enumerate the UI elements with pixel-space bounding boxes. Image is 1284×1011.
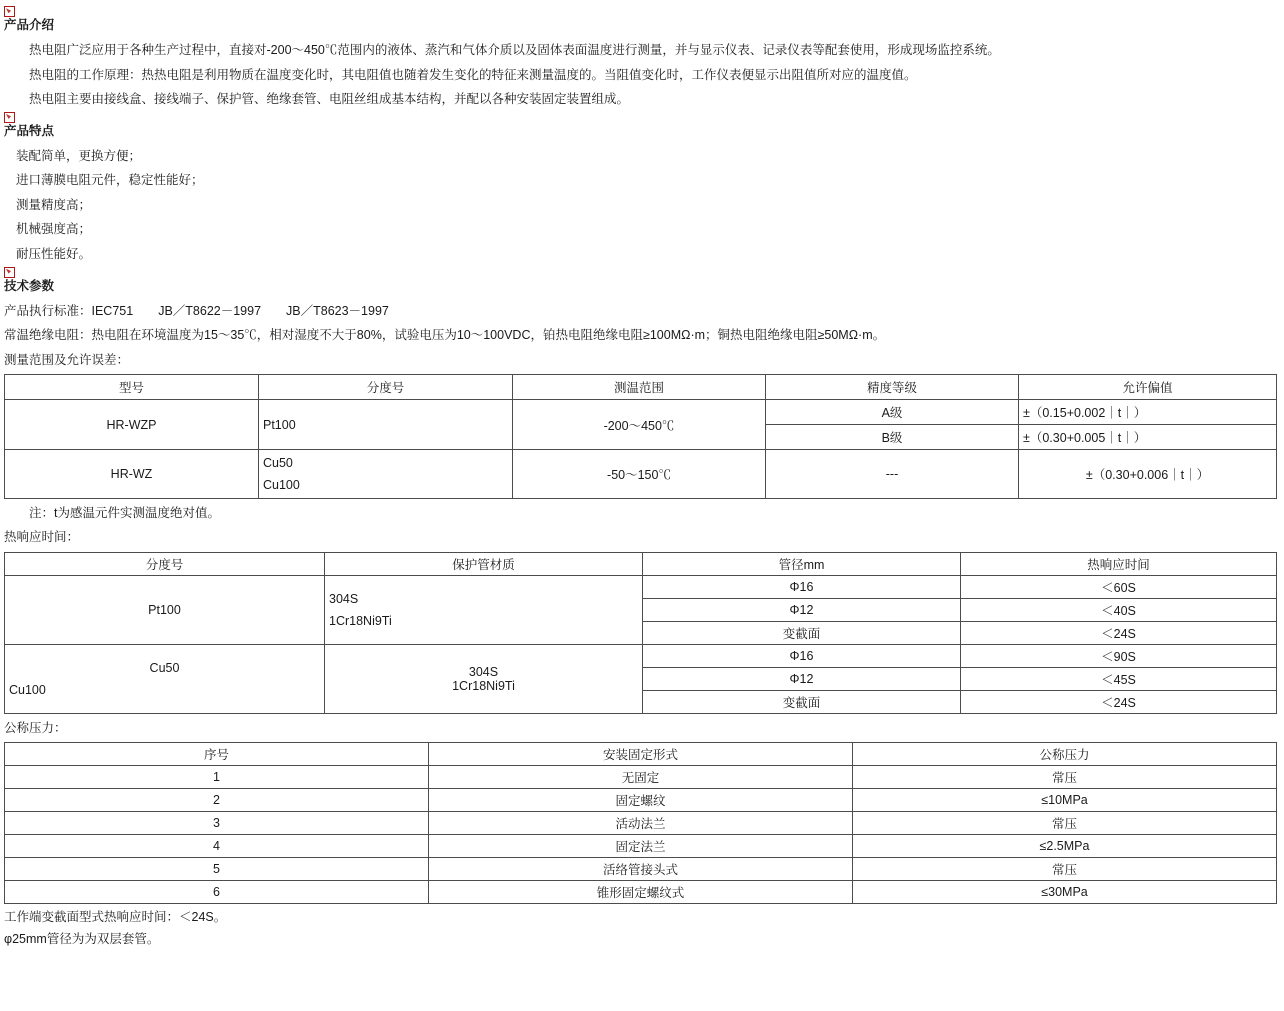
section-heading-features: 产品特点 — [4, 123, 55, 138]
feature-item: 耐压性能好。 — [16, 246, 92, 261]
intro-paragraph-2: 热电阻的工作原理：热热电阻是利用物质在温度变化时，其电阻值也随着发生变化的特征来测量温度的。当阻值变化时，工作仪表便显示出阻值所对应的温度值。 — [29, 67, 917, 82]
table-row — [5, 400, 1277, 425]
cell-range: -200～450℃ — [513, 400, 766, 450]
col-header-no: 序号 — [5, 743, 429, 766]
tech-line-range-label: 测量范围及允许误差： — [4, 352, 130, 367]
cell-mounting: 固定螺纹 — [429, 789, 853, 812]
table-row — [5, 450, 1277, 499]
col-header-model: 型号 — [5, 375, 259, 400]
table-row — [5, 881, 1277, 904]
tech-line-insulation: 常温绝缘电阻：热电阻在环境温度为15～35℃，相对湿度不大于80%，试验电压为10～100VDC，铂热电阻绝缘电阻≥100MΩ·m；铜热电阻绝缘电阻≥50MΩ·m。 — [4, 328, 886, 343]
cell-material-line: 304S — [329, 591, 359, 606]
section-heading-tech: 技术参数 — [4, 278, 55, 293]
col-header-tolerance: 允许偏值 — [1019, 375, 1277, 400]
cell-mounting: 固定法兰 — [429, 835, 853, 858]
cell-grade-line: Cu50 — [263, 456, 293, 471]
cell-grade-line: Cu50 — [149, 660, 180, 675]
table-row — [5, 789, 1277, 812]
cell-no: 3 — [5, 812, 429, 835]
broken-image-icon — [4, 6, 15, 17]
cell-pressure: 常压 — [853, 812, 1277, 835]
cell-mounting: 活动法兰 — [429, 812, 853, 835]
cell-no: 6 — [5, 881, 429, 904]
cell-accuracy-class: --- — [766, 450, 1019, 499]
cell-mounting: 活络管接头式 — [429, 858, 853, 881]
pressure-title: 公称压力： — [4, 720, 67, 735]
cell-tolerance: ±（0.30+0.006｜t｜） — [1019, 450, 1277, 499]
cell-model: HR-WZP — [5, 400, 259, 450]
cell-mounting: 无固定 — [429, 766, 853, 789]
table-header-row — [5, 375, 1277, 400]
cell-material-line: 304S — [468, 664, 499, 679]
cell-diameter: Φ12 — [643, 667, 961, 690]
cell-time: ＜90S — [961, 644, 1277, 667]
cell-no: 1 — [5, 766, 429, 789]
cell-grade-line: Cu100 — [263, 478, 300, 493]
cell-mounting: 锥形固定螺纹式 — [429, 881, 853, 904]
cell-time: ＜45S — [961, 667, 1277, 690]
cell-time: ＜24S — [961, 690, 1277, 713]
cell-tolerance: ±（0.15+0.002｜t｜） — [1019, 400, 1277, 425]
table-row — [5, 858, 1277, 881]
cell-model: HR-WZ — [5, 450, 259, 499]
response-title: 热响应时间： — [4, 530, 80, 545]
feature-item: 装配简单，更换方便； — [16, 148, 142, 163]
cell-tolerance: ±（0.30+0.005｜t｜） — [1019, 425, 1277, 450]
cell-diameter: Φ12 — [643, 598, 961, 621]
cell-accuracy-class: A级 — [766, 400, 1019, 425]
broken-image-placeholder-2 — [4, 112, 1276, 123]
feature-item: 测量精度高； — [16, 197, 92, 212]
cell-material — [325, 644, 643, 713]
cell-grade-line: Cu100 — [9, 682, 46, 697]
cell-grade: Pt100 — [5, 575, 325, 644]
response-time-table — [4, 552, 1277, 714]
col-header-grade: 分度号 — [259, 375, 513, 400]
cell-grade — [259, 450, 513, 499]
broken-image-icon — [4, 112, 15, 123]
broken-image-icon — [4, 267, 15, 278]
cell-no: 2 — [5, 789, 429, 812]
cell-material-line: 1Cr18Ni9Ti — [452, 678, 515, 693]
cell-pressure: 常压 — [853, 858, 1277, 881]
cell-material — [325, 575, 643, 644]
cell-diameter: Φ16 — [643, 575, 961, 598]
col-header-accuracy: 精度等级 — [766, 375, 1019, 400]
table-row — [5, 812, 1277, 835]
cell-diameter: 变截面 — [643, 621, 961, 644]
cell-material-line: 1Cr18Ni9Ti — [329, 613, 392, 628]
cell-no: 4 — [5, 835, 429, 858]
intro-paragraph-3: 热电阻主要由接线盒、接线端子、保护管、绝缘套管、电阻丝组成基本结构，并配以各种安装固定装置组成。 — [29, 92, 630, 107]
footer-line-2: φ25mm管径为为双层套管。 — [4, 932, 160, 947]
footer-line-1: 工作端变截面型式热响应时间：＜24S。 — [4, 910, 227, 925]
col-header-material: 保护管材质 — [325, 552, 643, 575]
table-row — [5, 575, 1277, 598]
cell-time: ＜40S — [961, 598, 1277, 621]
cell-time: ＜24S — [961, 621, 1277, 644]
cell-pressure: 常压 — [853, 766, 1277, 789]
cell-pressure: ≤2.5MPa — [853, 835, 1277, 858]
section-heading-intro: 产品介绍 — [4, 18, 55, 33]
intro-paragraph-1: 热电阻广泛应用于各种生产过程中，直接对-200～450℃范围内的液体、蒸汽和气体介质以及固体表面温度进行测量，并与显示仪表、记录仪表等配套使用，形成现场监控系统。 — [29, 43, 1000, 58]
cell-no: 5 — [5, 858, 429, 881]
cell-range: -50～150℃ — [513, 450, 766, 499]
table-row — [5, 835, 1277, 858]
col-header-grade: 分度号 — [5, 552, 325, 575]
broken-image-placeholder-1 — [4, 6, 1276, 17]
feature-item: 机械强度高； — [16, 222, 92, 237]
col-header-time: 热响应时间 — [961, 552, 1277, 575]
nominal-pressure-table — [4, 742, 1277, 904]
cell-diameter: Φ16 — [643, 644, 961, 667]
cell-grade: Pt100 — [259, 400, 513, 450]
broken-image-placeholder-3 — [4, 266, 1276, 277]
tech-line-standard: 产品执行标准：IEC751 JB／T8622－1997 JB／T8623－1997 — [4, 303, 389, 318]
table-row — [5, 766, 1277, 789]
cell-accuracy-class: B级 — [766, 425, 1019, 450]
table-header-row — [5, 552, 1277, 575]
cell-pressure: ≤30MPa — [853, 881, 1277, 904]
feature-item: 进口薄膜电阻元件，稳定性能好； — [16, 173, 204, 188]
col-header-diameter: 管径mm — [643, 552, 961, 575]
cell-grade — [5, 644, 325, 713]
col-header-mounting: 安装固定形式 — [429, 743, 853, 766]
cell-diameter: 变截面 — [643, 690, 961, 713]
col-header-pressure: 公称压力 — [853, 743, 1277, 766]
cell-time: ＜60S — [961, 575, 1277, 598]
table-header-row — [5, 743, 1277, 766]
col-header-range: 测温范围 — [513, 375, 766, 400]
range-table — [4, 374, 1277, 499]
cell-pressure: ≤10MPa — [853, 789, 1277, 812]
range-table-note: 注：t为感温元件实测温度绝对值。 — [29, 506, 220, 521]
table-row — [5, 644, 1277, 667]
